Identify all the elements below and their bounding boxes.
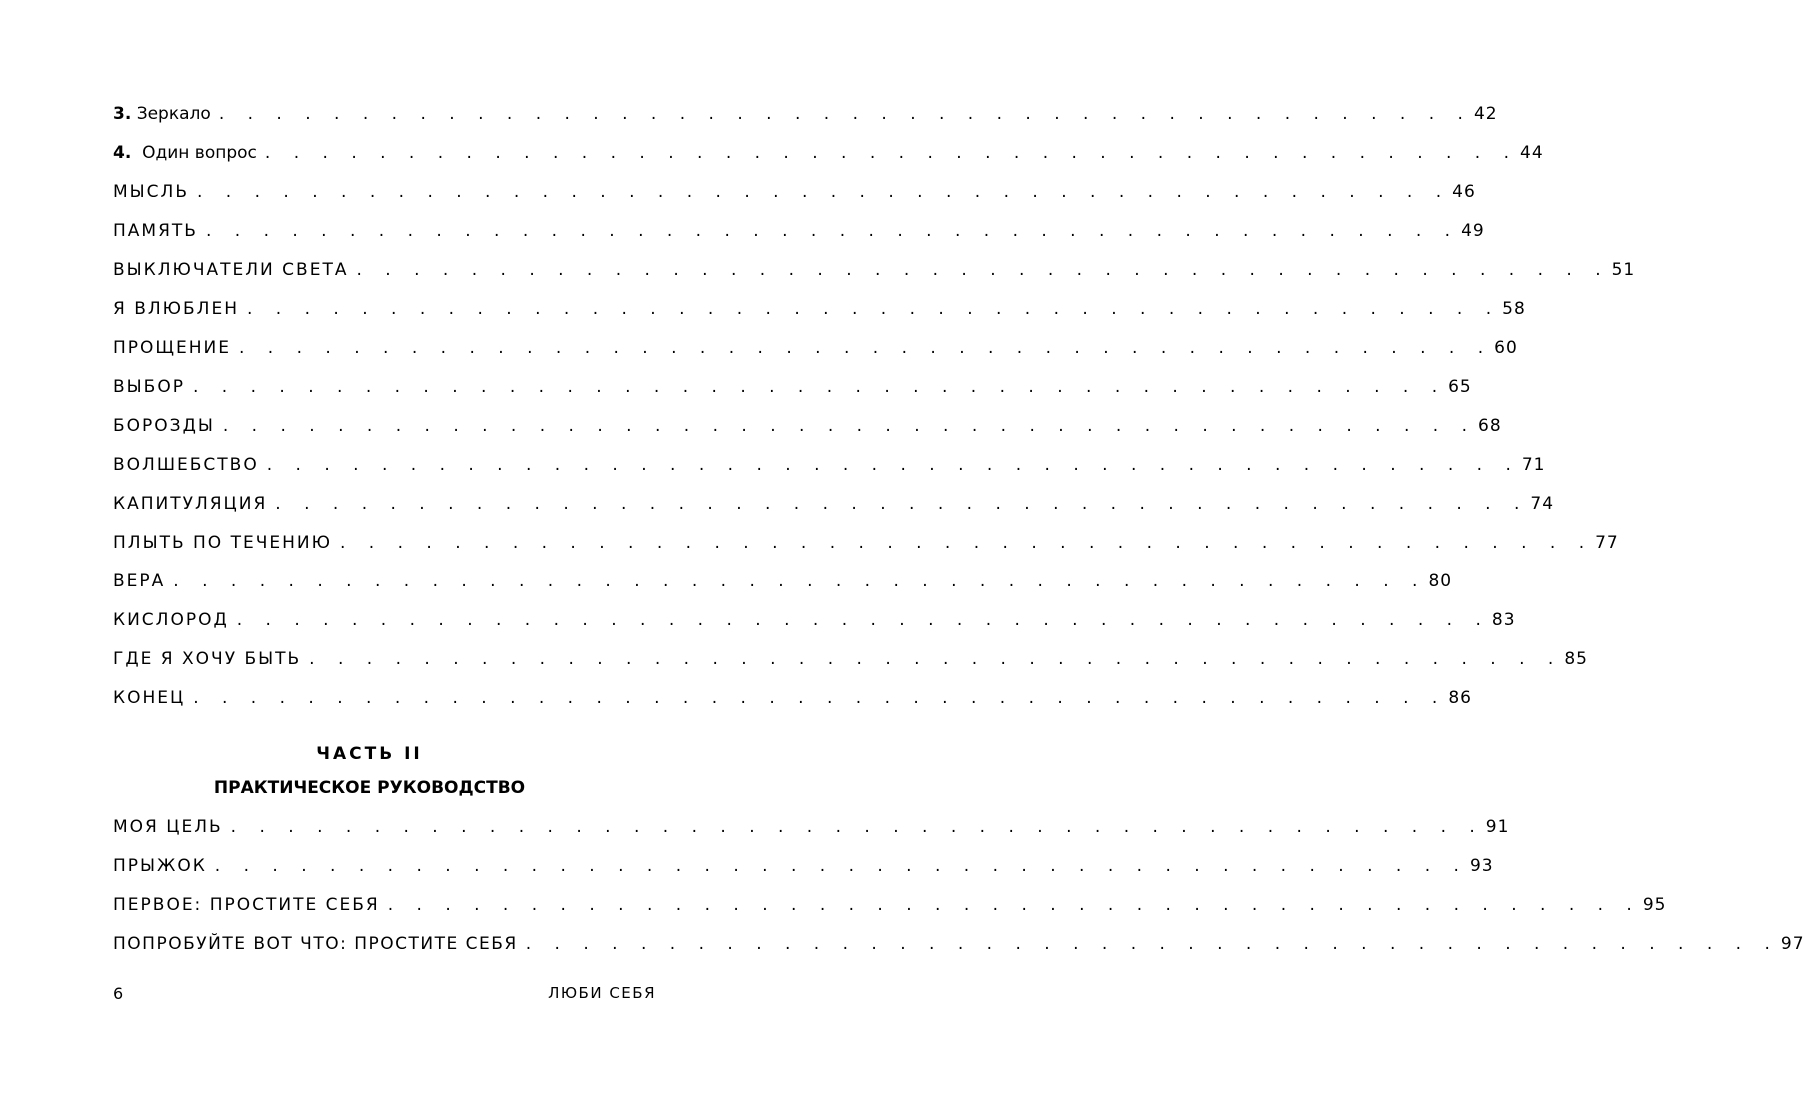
dot-leader: . . . . . . . . . . . . . . . . . . . . . . . . . . . . . . . . . . . . . . . . . . . . bbox=[275, 494, 1529, 514]
toc-entry-page: 49 bbox=[1461, 221, 1485, 241]
toc-entry-title: ВЕРА bbox=[113, 571, 166, 591]
toc-entry-page: 60 bbox=[1494, 338, 1518, 358]
toc-entry-page: 80 bbox=[1428, 571, 1453, 591]
toc-entry-page: 65 bbox=[1448, 377, 1472, 397]
toc-entry-page: 42 bbox=[1473, 104, 1498, 124]
dot-leader: . . . . . . . . . . . . . . . . . . . . . . . . . . . . . . . . . . . . . . . . . . . . bbox=[339, 533, 1594, 553]
toc-entry-page: 46 bbox=[1452, 182, 1476, 202]
toc-entry-number: 3. bbox=[113, 104, 132, 124]
toc-entry-title: ПРЫЖОК bbox=[113, 856, 207, 876]
toc-entry bbox=[113, 104, 1498, 130]
toc-entry bbox=[113, 494, 1555, 520]
toc-entry bbox=[113, 377, 1472, 403]
toc-entry-title: КАПИТУЛЯЦИЯ bbox=[113, 494, 268, 514]
toc-entry bbox=[113, 143, 1544, 169]
dot-leader: . . . . . . . . . . . . . . . . . . . . . . . . . . . . . . . . . . . . . . . . . . . . bbox=[205, 221, 1460, 241]
dot-leader: . . . . . . . . . . . . . . . . . . . . . . . . . . . . . . . . . . . . . . . . . . . . bbox=[309, 649, 1563, 669]
toc-entry-label: Зеркало bbox=[136, 104, 211, 124]
toc-entry bbox=[113, 455, 1546, 481]
dot-leader: . . . . . . . . . . . . . . . . . . . . . . . . . . . . . . . . . . . . . . . . . . . . bbox=[192, 377, 1447, 397]
dot-leader: . . . . . . . . . . . . . . . . . . . . . . . . . . . . . . . . . . . . . . . . . . . . bbox=[239, 338, 1493, 358]
dot-leader: . . . . . . . . . . . . . . . . . . . . . . . . . . . . . . . . . . . . . . . . . . . . bbox=[247, 299, 1501, 319]
toc-entry bbox=[113, 895, 1667, 921]
dot-leader: . . . . . . . . . . . . . . . . . . . . . . . . . . . . . . . . . . . . . . . . . . . . bbox=[230, 817, 1484, 837]
toc-entry-title: ГДЕ Я ХОЧУ БЫТЬ bbox=[113, 649, 302, 669]
toc-entry bbox=[113, 688, 1472, 714]
dot-leader: . . . . . . . . . . . . . . . . . . . . . . . . . . . . . . . . . . . . . . . . . . . . bbox=[222, 416, 1476, 436]
toc-entry-page: 83 bbox=[1491, 610, 1516, 630]
toc-entry-page: 77 bbox=[1595, 533, 1619, 553]
toc-entry bbox=[113, 533, 1619, 559]
toc-entry-title: МЫСЛЬ bbox=[113, 182, 189, 202]
toc-entry-page: 74 bbox=[1530, 494, 1555, 514]
toc-entry-page: 93 bbox=[1469, 856, 1494, 876]
toc-entry-page: 58 bbox=[1502, 299, 1526, 319]
toc-entry-title: КИСЛОРОД bbox=[113, 610, 229, 630]
toc-entry bbox=[113, 610, 1516, 636]
toc-entry bbox=[113, 649, 1588, 675]
dot-leader: . . . . . . . . . . . . . . . . . . . . . . . . . . . . . . . . . . . . . . . . . . . . bbox=[387, 895, 1641, 915]
dot-leader: . . . . . . . . . . . . . . . . . . . . . . . . . . . . . . . . . . . . . . . . . . . . bbox=[356, 260, 1610, 280]
dot-leader: . . . . . . . . . . . . . . . . . . . . . . . . . . . . . . . . . . . . . . . . . . . . bbox=[196, 182, 1451, 202]
toc-entry-title: ПЕРВОЕ: ПРОСТИТЕ СЕБЯ bbox=[113, 895, 380, 915]
toc-entry-title bbox=[113, 143, 257, 163]
toc-entry-title: КОНЕЦ bbox=[113, 688, 186, 708]
footer-page-number: 6 bbox=[113, 984, 124, 1003]
toc-entry-title: МОЯ ЦЕЛЬ bbox=[113, 817, 223, 837]
toc-entry-page: 95 bbox=[1642, 895, 1667, 915]
toc-entry-number: 4. bbox=[113, 143, 132, 163]
toc-entry bbox=[113, 856, 1494, 882]
toc-entry bbox=[113, 260, 1636, 286]
toc-entry bbox=[113, 182, 1476, 208]
toc-entry-page: 86 bbox=[1448, 688, 1472, 708]
toc-entry-page: 85 bbox=[1564, 649, 1588, 669]
toc-entry-title: ПРОЩЕНИЕ bbox=[113, 338, 231, 358]
toc-entry-title: БОРОЗДЫ bbox=[113, 416, 215, 436]
toc-entry bbox=[113, 299, 1526, 325]
toc-entry-title: ВЫКЛЮЧАТЕЛИ СВЕТА bbox=[113, 260, 349, 280]
toc-entry-title bbox=[113, 104, 211, 124]
part-heading: ЧАСТЬ II bbox=[316, 744, 423, 764]
toc-entry bbox=[113, 934, 1805, 960]
toc-entry-page: 44 bbox=[1520, 143, 1544, 163]
toc-entry-title: ВЫБОР bbox=[113, 377, 185, 397]
toc-entry-page: 91 bbox=[1485, 817, 1510, 837]
toc-entry bbox=[113, 571, 1453, 597]
toc-entry-title: ПАМЯТЬ bbox=[113, 221, 198, 241]
toc-entry bbox=[113, 221, 1485, 247]
part-subheading: ПРАКТИЧЕСКОЕ РУКОВОДСТВО bbox=[213, 778, 526, 798]
dot-leader: . . . . . . . . . . . . . . . . . . . . . . . . . . . . . . . . . . . . . . . . . . . . bbox=[218, 104, 1472, 124]
toc-entry bbox=[113, 338, 1518, 364]
toc-entry-label: Один вопрос bbox=[142, 143, 257, 163]
toc-entry-title: ПОПРОБУЙТЕ ВОТ ЧТО: ПРОСТИТЕ СЕБЯ bbox=[113, 934, 518, 954]
toc-entry-title: ВОЛШЕБСТВО bbox=[113, 455, 259, 475]
dot-leader: . . . . . . . . . . . . . . . . . . . . . . . . . . . . . . . . . . . . . . . . . . . . bbox=[173, 571, 1427, 591]
toc-entry-page: 68 bbox=[1478, 416, 1502, 436]
toc-entry bbox=[113, 416, 1502, 442]
dot-leader: . . . . . . . . . . . . . . . . . . . . . . . . . . . . . . . . . . . . . . . . . . . . bbox=[236, 610, 1490, 630]
toc-entry-page: 71 bbox=[1521, 455, 1546, 475]
toc-entry bbox=[113, 817, 1510, 843]
dot-leader: . . . . . . . . . . . . . . . . . . . . . . . . . . . . . . . . . . . . . . . . . . . . bbox=[264, 143, 1519, 163]
dot-leader: . . . . . . . . . . . . . . . . . . . . . . . . . . . . . . . . . . . . . . . . . . . . bbox=[525, 934, 1779, 954]
dot-leader: . . . . . . . . . . . . . . . . . . . . . . . . . . . . . . . . . . . . . . . . . . . . bbox=[214, 856, 1468, 876]
footer-book-title: ЛЮБИ СЕБЯ bbox=[548, 984, 656, 1002]
dot-leader: . . . . . . . . . . . . . . . . . . . . . . . . . . . . . . . . . . . . . . . . . . . . bbox=[266, 455, 1520, 475]
dot-leader: . . . . . . . . . . . . . . . . . . . . . . . . . . . . . . . . . . . . . . . . . . . . bbox=[193, 688, 1447, 708]
toc-entry-title: ПЛЫТЬ ПО ТЕЧЕНИЮ bbox=[113, 533, 332, 553]
toc-entry-page: 97 bbox=[1780, 934, 1805, 954]
toc-entry-title: Я ВЛЮБЛЕН bbox=[113, 299, 239, 319]
toc-entry-page: 51 bbox=[1611, 260, 1636, 280]
